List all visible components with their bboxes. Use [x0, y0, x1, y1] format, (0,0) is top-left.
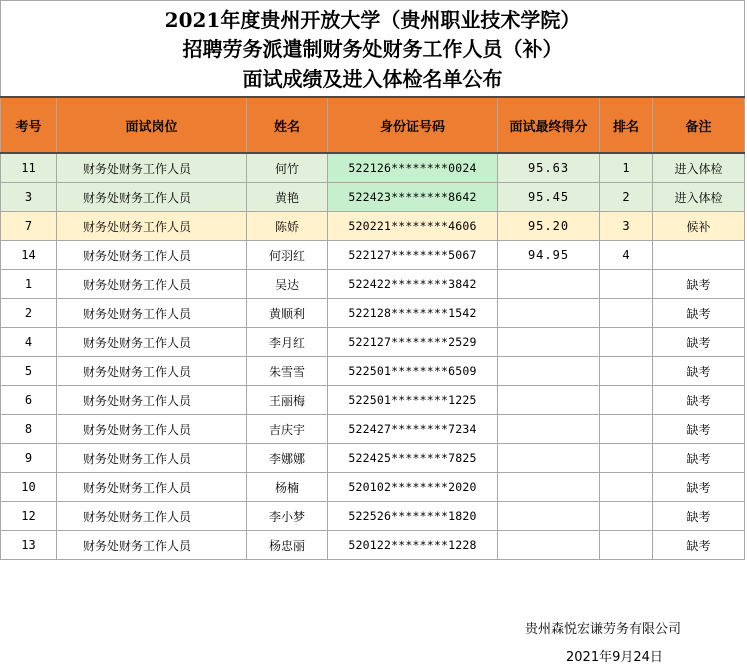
cell-exam-no: 8 [1, 415, 57, 444]
cell-id-no: 522127********5067 [328, 241, 498, 270]
cell-name: 何竹 [247, 153, 328, 183]
cell-rank [600, 502, 653, 531]
cell-exam-no: 7 [1, 212, 57, 241]
cell-rank [600, 386, 653, 415]
cell-note: 缺考 [653, 386, 745, 415]
table-row [1, 299, 745, 328]
cell-name: 黄艳 [247, 183, 328, 212]
cell-name: 黄顺利 [247, 299, 328, 328]
cell-rank [600, 415, 653, 444]
cell-id-no: 520102********2020 [328, 473, 498, 502]
cell-score [498, 328, 600, 357]
header-post: 面试岗位 [57, 97, 247, 153]
cell-exam-no: 3 [1, 183, 57, 212]
cell-score: 94.95 [498, 241, 600, 270]
cell-id-no: 522526********1820 [328, 502, 498, 531]
cell-post: 财务处财务工作人员 [57, 299, 247, 328]
cell-note: 进入体检 [653, 153, 745, 183]
cell-name: 李娜娜 [247, 444, 328, 473]
cell-exam-no: 10 [1, 473, 57, 502]
cell-exam-no: 2 [1, 299, 57, 328]
cell-score [498, 386, 600, 415]
issuer-company: 贵州森悦宏谦劳务有限公司 [525, 622, 682, 637]
cell-name: 杨忠丽 [247, 531, 328, 560]
cell-rank [600, 531, 653, 560]
cell-id-no: 522501********1225 [328, 386, 498, 415]
cell-note: 缺考 [653, 299, 745, 328]
title-line-1: 2021年度贵州开放大学（贵州职业技术学院） [164, 8, 581, 32]
cell-id-no: 522422********3842 [328, 270, 498, 299]
cell-score: 95.20 [498, 212, 600, 241]
cell-id-no: 522126********0024 [328, 153, 498, 183]
cell-post: 财务处财务工作人员 [57, 502, 247, 531]
header-exam-no: 考号 [1, 97, 57, 153]
cell-post: 财务处财务工作人员 [57, 328, 247, 357]
cell-note: 缺考 [653, 473, 745, 502]
cell-post: 财务处财务工作人员 [57, 183, 247, 212]
cell-rank: 3 [600, 212, 653, 241]
header-id-no: 身份证号码 [328, 97, 498, 153]
header-name: 姓名 [247, 97, 328, 153]
cell-name: 吉庆宇 [247, 415, 328, 444]
cell-exam-no: 1 [1, 270, 57, 299]
title-line-2: 招聘劳务派遣制财务处财务工作人员（补） [182, 37, 563, 61]
table-row [1, 153, 745, 183]
cell-note: 缺考 [653, 415, 745, 444]
cell-name: 李月红 [247, 328, 328, 357]
cell-name: 李小梦 [247, 502, 328, 531]
cell-note: 缺考 [653, 270, 745, 299]
cell-rank: 2 [600, 183, 653, 212]
cell-rank [600, 473, 653, 502]
results-table [0, 96, 745, 560]
cell-note: 缺考 [653, 531, 745, 560]
cell-exam-no: 6 [1, 386, 57, 415]
cell-rank [600, 299, 653, 328]
cell-post: 财务处财务工作人员 [57, 386, 247, 415]
title-line-3: 面试成绩及进入体检名单公布 [242, 67, 503, 91]
cell-name: 何羽红 [247, 241, 328, 270]
table-row [1, 473, 745, 502]
cell-score [498, 299, 600, 328]
cell-note: 缺考 [653, 444, 745, 473]
header-note: 备注 [653, 97, 745, 153]
cell-note: 缺考 [653, 502, 745, 531]
cell-rank [600, 270, 653, 299]
cell-score: 95.63 [498, 153, 600, 183]
table-row [1, 328, 745, 357]
table-row [1, 357, 745, 386]
cell-note [653, 241, 745, 270]
cell-id-no: 522501********6509 [328, 357, 498, 386]
table-row [1, 241, 745, 270]
table-header-row [1, 97, 745, 153]
cell-name: 朱雪雪 [247, 357, 328, 386]
cell-exam-no: 14 [1, 241, 57, 270]
table-row [1, 444, 745, 473]
cell-post: 财务处财务工作人员 [57, 357, 247, 386]
cell-post: 财务处财务工作人员 [57, 444, 247, 473]
cell-post: 财务处财务工作人员 [57, 153, 247, 183]
cell-rank [600, 357, 653, 386]
cell-exam-no: 5 [1, 357, 57, 386]
cell-name: 吴达 [247, 270, 328, 299]
cell-exam-no: 11 [1, 153, 57, 183]
cell-id-no: 522127********2529 [328, 328, 498, 357]
cell-exam-no: 12 [1, 502, 57, 531]
cell-exam-no: 13 [1, 531, 57, 560]
header-rank: 排名 [600, 97, 653, 153]
cell-post: 财务处财务工作人员 [57, 270, 247, 299]
cell-name: 王丽梅 [247, 386, 328, 415]
cell-note: 缺考 [653, 357, 745, 386]
cell-score: 95.45 [498, 183, 600, 212]
cell-name: 陈娇 [247, 212, 328, 241]
cell-note: 缺考 [653, 328, 745, 357]
cell-id-no: 520221********4606 [328, 212, 498, 241]
table-row [1, 183, 745, 212]
cell-score [498, 444, 600, 473]
cell-score [498, 473, 600, 502]
title-block [0, 0, 745, 96]
cell-rank: 1 [600, 153, 653, 183]
cell-name: 杨楠 [247, 473, 328, 502]
table-row [1, 502, 745, 531]
table-row [1, 415, 745, 444]
cell-exam-no: 9 [1, 444, 57, 473]
cell-note: 候补 [653, 212, 745, 241]
cell-id-no: 522427********7234 [328, 415, 498, 444]
table-row [1, 212, 745, 241]
cell-post: 财务处财务工作人员 [57, 531, 247, 560]
cell-exam-no: 4 [1, 328, 57, 357]
cell-score [498, 502, 600, 531]
cell-score [498, 270, 600, 299]
issue-date: 2021年9月24日 [566, 650, 663, 665]
table-row [1, 531, 745, 560]
cell-score [498, 415, 600, 444]
table-row [1, 386, 745, 415]
header-score: 面试最终得分 [498, 97, 600, 153]
cell-id-no: 522423********8642 [328, 183, 498, 212]
cell-rank [600, 444, 653, 473]
cell-id-no: 522425********7825 [328, 444, 498, 473]
cell-post: 财务处财务工作人员 [57, 212, 247, 241]
cell-id-no: 522128********1542 [328, 299, 498, 328]
cell-rank [600, 328, 653, 357]
cell-id-no: 520122********1228 [328, 531, 498, 560]
table-row [1, 270, 745, 299]
cell-rank: 4 [600, 241, 653, 270]
cell-post: 财务处财务工作人员 [57, 473, 247, 502]
cell-post: 财务处财务工作人员 [57, 241, 247, 270]
cell-post: 财务处财务工作人员 [57, 415, 247, 444]
cell-score [498, 531, 600, 560]
cell-score [498, 357, 600, 386]
cell-note: 进入体检 [653, 183, 745, 212]
